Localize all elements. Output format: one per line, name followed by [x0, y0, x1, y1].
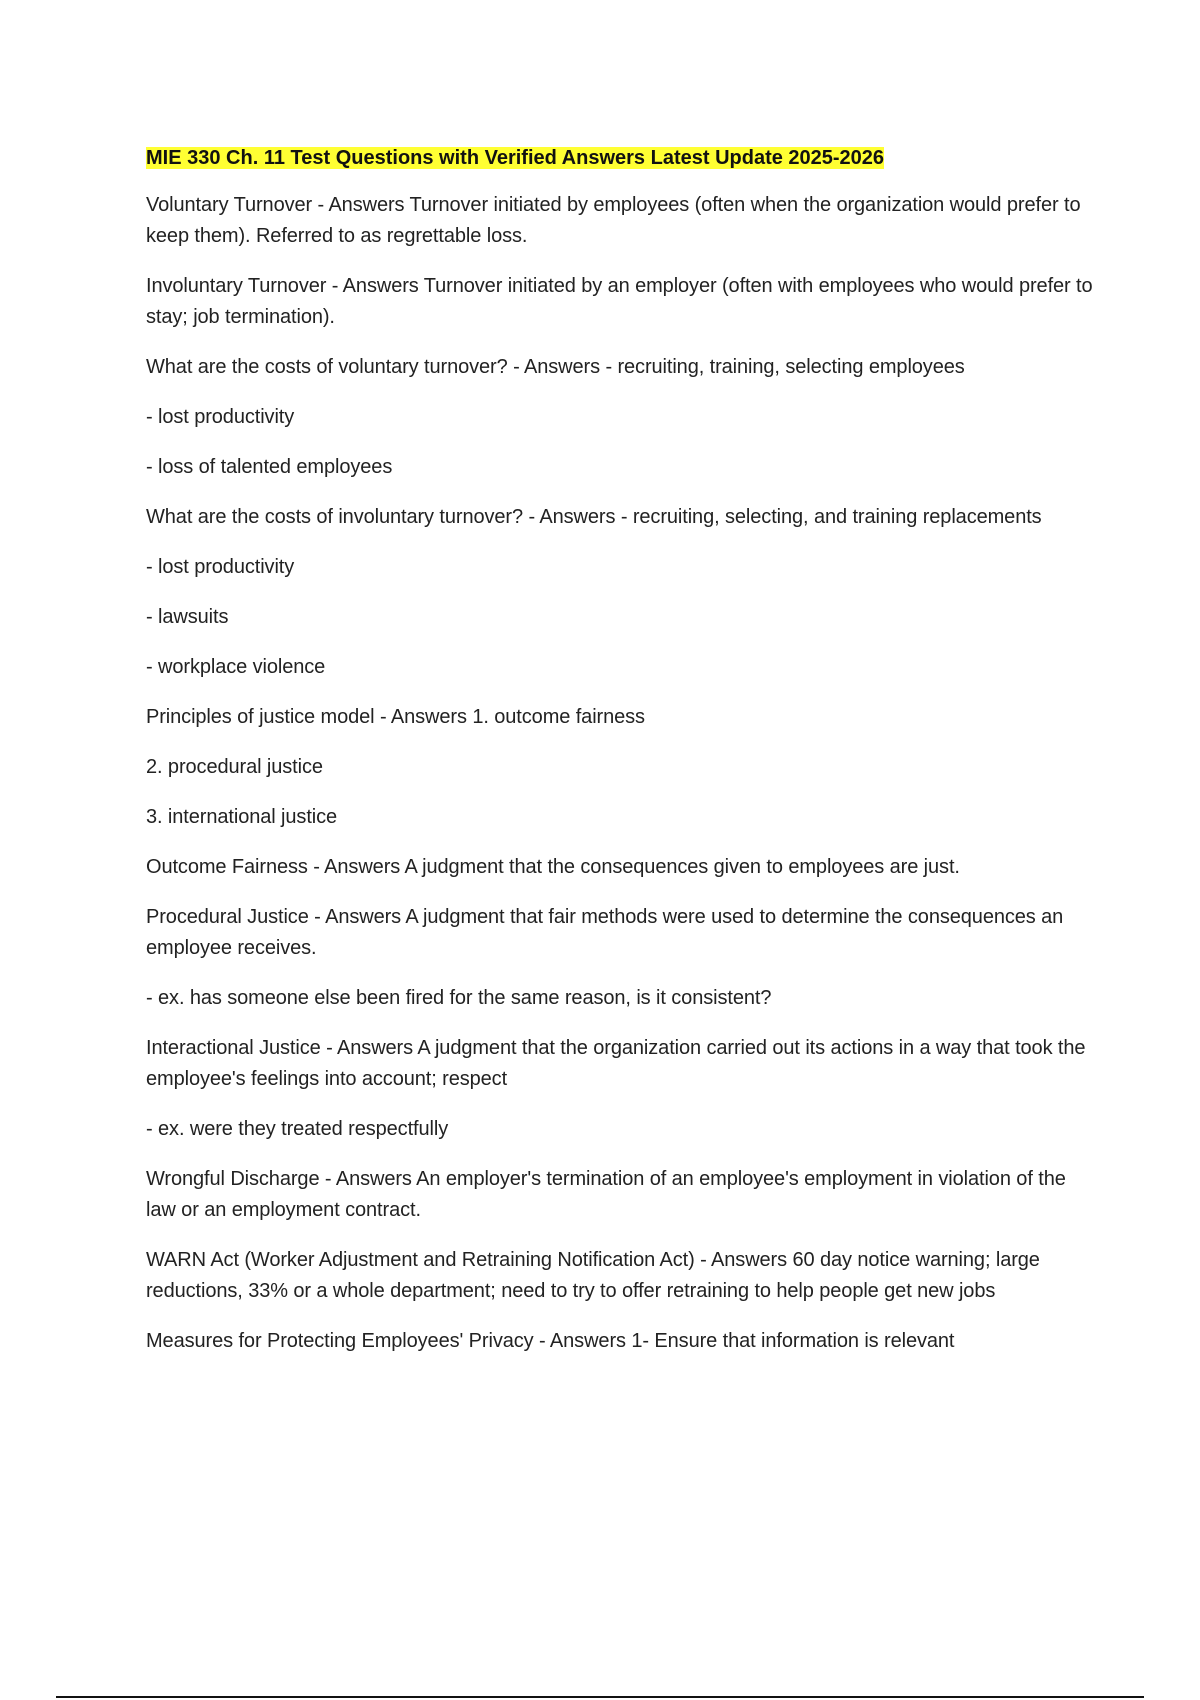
paragraph: - loss of talented employees — [146, 456, 393, 478]
paragraph: - lost productivity — [146, 556, 295, 578]
paragraph: Involuntary Turnover - Answers Turnover initiated by an employer (often with employees who would prefer to stay; job termination). — [146, 275, 1093, 328]
paragraph: - ex. has someone else been fired for the same reason, is it consistent? — [146, 987, 772, 1009]
paragraph: WARN Act (Worker Adjustment and Retraining Notification Act) - Answers 60 day notice warning; large reductions, 33% or a whole department; need to try to offer retraining to help people get new jobs — [146, 1249, 1040, 1302]
paragraph: 3. international justice — [146, 806, 338, 828]
document-page — [146, 143, 1096, 1376]
paragraph: - ex. were they treated respectfully — [146, 1118, 449, 1140]
paragraph: What are the costs of voluntary turnover? - Answers - recruiting, training, selecting employees — [146, 356, 965, 378]
title-block — [146, 143, 1096, 175]
paragraph: Outcome Fairness - Answers A judgment that the consequences given to employees are just. — [146, 856, 960, 878]
paragraph: - lost productivity — [146, 406, 295, 428]
paragraph: Voluntary Turnover - Answers Turnover initiated by employees (often when the organization would prefer to keep them). Referred to as regrettable loss. — [146, 194, 1081, 247]
document-title: MIE 330 Ch. 11 Test Questions with Verified Answers Latest Update 2025-2026 — [146, 147, 885, 169]
paragraph: 2. procedural justice — [146, 756, 323, 778]
paragraph: - lawsuits — [146, 606, 229, 628]
page-bottom-divider — [56, 1696, 1144, 1698]
paragraph: Procedural Justice - Answers A judgment that fair methods were used to determine the consequences an employee receives. — [146, 906, 1064, 959]
paragraph: Wrongful Discharge - Answers An employer's termination of an employee's employment in violation of the law or an employment contract. — [146, 1168, 1066, 1221]
paragraph: What are the costs of involuntary turnover? - Answers - recruiting, selecting, and training replacements — [146, 506, 1042, 528]
paragraph: Measures for Protecting Employees' Privacy - Answers 1- Ensure that information is relevant — [146, 1330, 955, 1352]
paragraph: - workplace violence — [146, 656, 326, 678]
paragraph: Interactional Justice - Answers A judgment that the organization carried out its actions in a way that took the employee's feelings into account; respect — [146, 1037, 1086, 1090]
paragraph: Principles of justice model - Answers 1. outcome fairness — [146, 706, 645, 728]
